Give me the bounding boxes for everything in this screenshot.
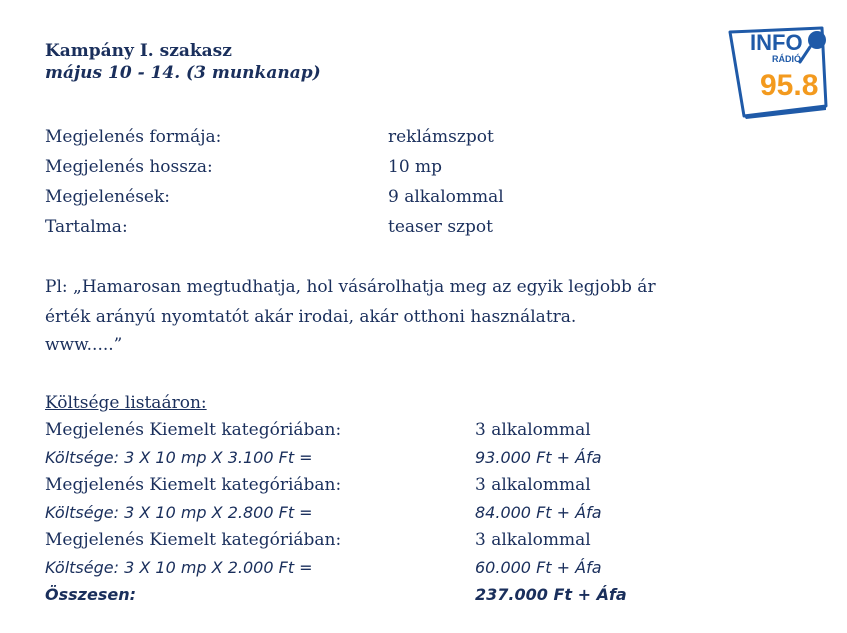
cost-row-3 bbox=[45, 529, 591, 551]
cost-formula-row-1 bbox=[45, 447, 602, 469]
detail-value: reklámszpot bbox=[388, 127, 494, 147]
cost-row-2 bbox=[45, 474, 591, 496]
cost-label: Megjelenés Kiemelt kategóriában: bbox=[45, 420, 342, 440]
cost-formula-row-2 bbox=[45, 502, 602, 524]
detail-value: 9 alkalommal bbox=[388, 187, 504, 207]
cost-heading: Költsége listaáron: bbox=[45, 393, 207, 413]
detail-label: Megjelenés hossza: bbox=[45, 157, 213, 177]
cost-formula: Költsége: 3 X 10 mp X 2.800 Ft = bbox=[45, 503, 313, 522]
cost-amount: 84.000 Ft + Áfa bbox=[475, 503, 602, 522]
logo-frequency-text: 95.8 bbox=[760, 69, 819, 102]
cost-formula: Költsége: 3 X 10 mp X 2.000 Ft = bbox=[45, 558, 313, 577]
cost-amount: 93.000 Ft + Áfa bbox=[475, 448, 602, 467]
detail-row-length bbox=[45, 156, 443, 178]
example-line-1: Pl: „Hamarosan megtudhatja, hol vásárolhatja meg az egyik legjobb ár bbox=[45, 277, 656, 297]
cost-count: 3 alkalommal bbox=[475, 420, 591, 440]
logo-info-text: INFO bbox=[750, 30, 803, 55]
detail-label: Megjelenés formája: bbox=[45, 127, 222, 147]
total-value: 237.000 Ft + Áfa bbox=[475, 585, 627, 604]
cost-label: Megjelenés Kiemelt kategóriában: bbox=[45, 530, 342, 550]
example-line-3: www.....” bbox=[45, 335, 123, 355]
cost-formula-row-3 bbox=[45, 557, 602, 579]
campaign-dates: május 10 - 14. (3 munkanap) bbox=[45, 63, 321, 83]
cost-count: 3 alkalommal bbox=[475, 475, 591, 495]
info-radio-logo bbox=[722, 20, 834, 120]
example-line-2: érték arányú nyomtatót akár irodai, akár otthoni használatra. bbox=[45, 307, 577, 327]
cost-amount: 60.000 Ft + Áfa bbox=[475, 558, 602, 577]
total-label: Összesen: bbox=[45, 585, 136, 604]
cost-formula: Költsége: 3 X 10 mp X 3.100 Ft = bbox=[45, 448, 313, 467]
cost-row-1 bbox=[45, 419, 591, 441]
campaign-header bbox=[45, 40, 321, 84]
detail-row-format bbox=[45, 126, 494, 148]
logo-radio-text: RÁDIÓ bbox=[772, 54, 801, 64]
total-row bbox=[45, 584, 627, 606]
detail-label: Megjelenések: bbox=[45, 187, 171, 207]
cost-count: 3 alkalommal bbox=[475, 530, 591, 550]
detail-row-count bbox=[45, 186, 504, 208]
detail-value: 10 mp bbox=[388, 157, 443, 177]
campaign-title: Kampány I. szakasz bbox=[45, 41, 232, 61]
cost-label: Megjelenés Kiemelt kategóriában: bbox=[45, 475, 342, 495]
detail-row-content bbox=[45, 216, 493, 238]
detail-value: teaser szpot bbox=[388, 217, 493, 237]
detail-label: Tartalma: bbox=[45, 217, 128, 237]
